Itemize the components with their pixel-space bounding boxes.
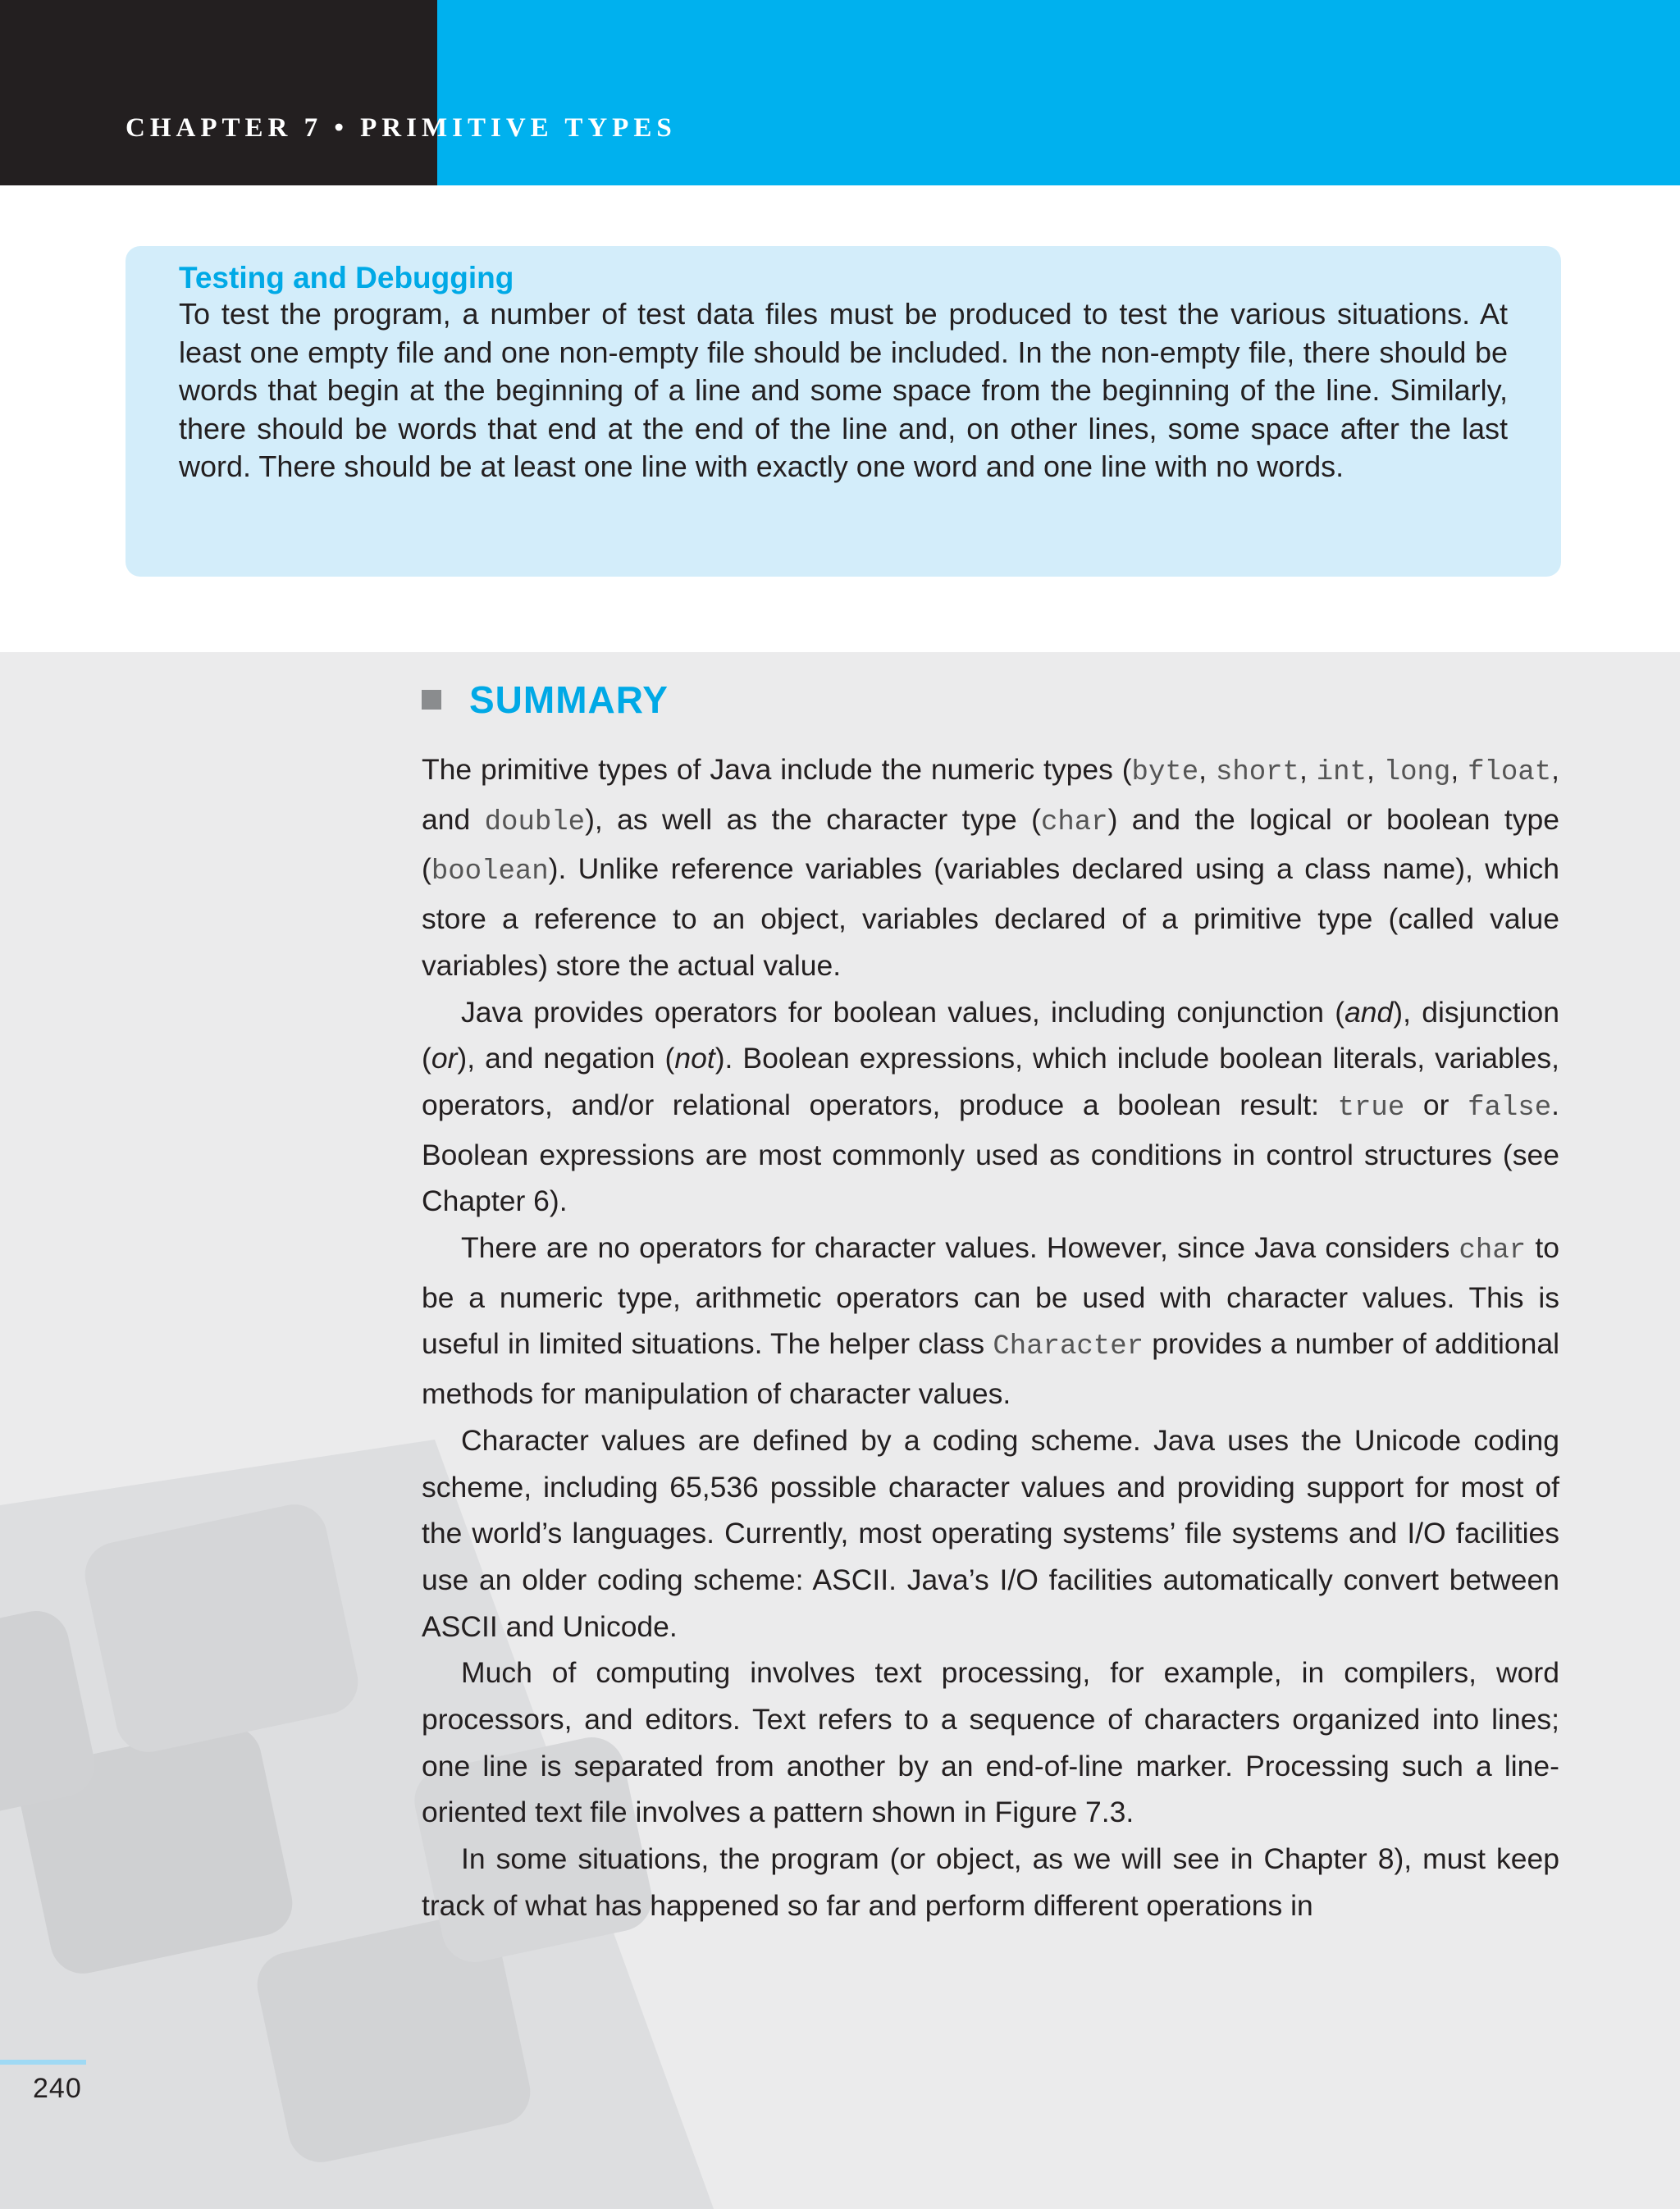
- text-run: ), as well as the character type (: [585, 802, 1041, 836]
- text-run: to be a numeric type, arithmetic operators can be used with character values. This is useful in limited situations. The helper class: [422, 1231, 1559, 1361]
- summary-paragraph-6: In some situations, the program (or object, as we will see in Chapter 8), must keep track of what has happened so far and perform different operations in: [422, 1842, 1559, 1922]
- text-run: ) and the logical or boolean type (: [422, 802, 1560, 886]
- page-number: 240: [33, 2073, 82, 2104]
- code-double: double: [484, 806, 586, 838]
- summary-paragraph-5: Much of computing involves text processing, for example, in compilers, word processors, and editors. Text refers to a sequence of characters organized into lines; one line is separated from another by an end-of-line marker. Processing such a line-oriented text file involves a pattern shown in Figure 7.3.: [422, 1656, 1559, 1829]
- chapter-header-band: [0, 0, 1680, 185]
- code-char: char: [1040, 806, 1108, 838]
- summary-heading: [422, 678, 669, 722]
- text-run: ,: [1299, 753, 1317, 786]
- summary-paragraph-3: [422, 1225, 1559, 1417]
- testing-debugging-title: Testing and Debugging: [179, 261, 514, 294]
- summary-body: [422, 746, 1559, 1929]
- summary-paragraph-2: [422, 989, 1559, 1225]
- summary-title: SUMMARY: [469, 678, 669, 721]
- chapter-title: CHAPTER 7 • PRIMITIVE TYPES: [126, 113, 677, 143]
- code-character: Character: [993, 1331, 1144, 1363]
- code-int: int: [1316, 757, 1367, 788]
- testing-debugging-body: To test the program, a number of test data files must be produced to test the various situations. At least one empty file and one non-empty file should be included. In the non-empty file, there should be words that begin at the beginning of a line and some space from the beginning of the line. Similarly, there should be words that end at the end of the line and, on other lines, some space after the last word. There should be at least one line with exactly one word and one line with no words.: [179, 297, 1508, 483]
- testing-debugging-box: [126, 246, 1561, 577]
- text-run: provides a number of additional methods for manipulation of character values.: [422, 1327, 1559, 1411]
- code-long: long: [1383, 757, 1451, 788]
- emphasis-and: and: [1344, 995, 1394, 1029]
- code-short: short: [1215, 757, 1299, 788]
- summary-paragraph-1: [422, 746, 1559, 989]
- code-false: false: [1468, 1092, 1552, 1124]
- code-float: float: [1468, 757, 1552, 788]
- square-bullet-icon: [422, 690, 441, 710]
- text-run: ,: [1198, 753, 1216, 786]
- summary-paragraph-4: Character values are defined by a coding scheme. Java uses the Unicode coding scheme, including 65,536 possible character values and providing support for most of the world’s languages. Currently, most operating systems’ file systems and I/O facilities use an older coding scheme: ASCII. Java’s I/O facilities automatically convert between ASCII and Unicode.: [422, 1423, 1559, 1643]
- text-run: ,: [1366, 753, 1384, 786]
- text-run: ), and negation (: [457, 1042, 675, 1075]
- text-run: Java provides operators for boolean values, including conjunction (: [461, 995, 1345, 1029]
- text-run: The primitive types of Java include the numeric types (: [422, 753, 1132, 786]
- emphasis-or: or: [431, 1042, 458, 1075]
- code-char: char: [1459, 1235, 1527, 1267]
- text-run: There are no operators for character values. However, since Java considers: [461, 1231, 1459, 1265]
- text-run: , and: [422, 753, 1560, 836]
- text-run: ). Unlike reference variables (variables declared using a class name), which store a reference to an object, variables declared of a primitive type (called value variables) store the actual value.: [422, 852, 1559, 982]
- code-boolean: boolean: [431, 856, 549, 888]
- text-run: . Boolean expressions are most commonly used as conditions in control structures (see Chapter 6).: [422, 1088, 1559, 1218]
- emphasis-not: not: [674, 1042, 715, 1075]
- text-run: ), disjunction (: [422, 995, 1559, 1075]
- code-byte: byte: [1131, 757, 1199, 788]
- chapter-header-dark-block: [0, 0, 437, 185]
- text-run: ). Boolean expressions, which include boolean literals, variables, operators, and/or relational operators, produce a boolean result:: [422, 1042, 1559, 1121]
- page-number-rule: [0, 2060, 86, 2065]
- code-true: true: [1337, 1092, 1405, 1124]
- text-run: ,: [1450, 753, 1468, 786]
- text-run: or: [1404, 1088, 1468, 1121]
